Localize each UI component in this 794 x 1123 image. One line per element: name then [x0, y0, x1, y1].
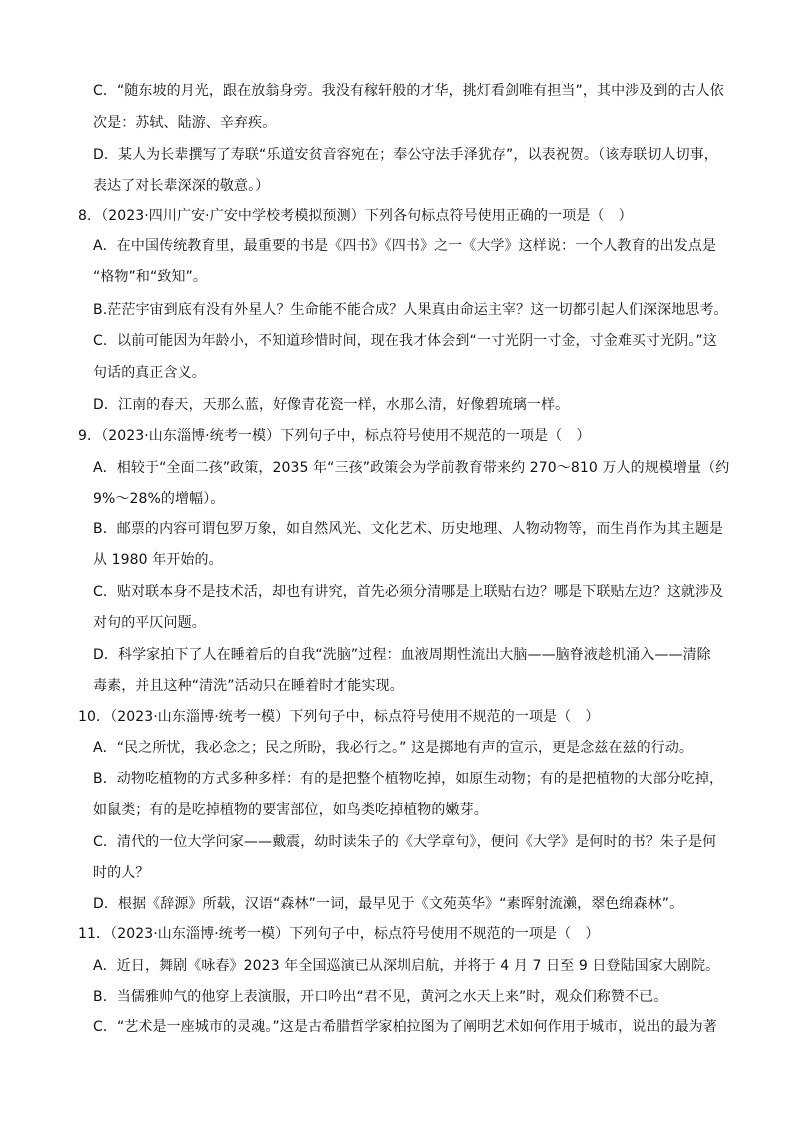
question-9-option-b-line2: 从 1980 年开始的。: [93, 552, 223, 568]
question-8-option-a-line2: “格物”和“致知”。: [93, 269, 208, 285]
prev-option-c-line1: C．“随东坡的月光，跟在放翁身旁。我没有稼轩般的才华，挑灯看剑唯有担当”，其中涉及到的古人依: [93, 83, 724, 99]
question-10-option-b-line2: 如鼠类；有的是吃掉植物的要害部位，如鸟类吃掉植物的嫩芽。: [93, 802, 488, 818]
question-11-stem: 11．（2023·山东淄博·统考一模）下列句子中，标点符号使用不规范的一项是（ ）: [78, 926, 600, 942]
question-10-option-d-line1: D．根据《辞源》所载，汉语“森林”一词，最早见于《文苑英华》“素晖射流濑，翠色绵森林”。: [93, 896, 684, 912]
question-8-option-c-line1: C．以前可能因为年龄小，不知道珍惜时间，现在我才体会到“一寸光阴一寸金，寸金难买寸光阴。”这: [93, 333, 717, 349]
question-9-option-c-line2: 对句的平仄问题。: [93, 615, 206, 631]
question-8-option-c-line2: 句话的真正含义。: [93, 365, 206, 381]
question-10-option-c-line1: C．清代的一位大学问家——戴震，幼时读朱子的《大学章句》，便问《大学》是何时的书？朱子是何: [93, 834, 717, 850]
question-10-option-b-line1: B．动物吃植物的方式多种多样：有的是把整个植物吃掉，如原生动物；有的是把植物的大部分吃掉，: [93, 771, 724, 787]
prev-option-d-line2: 表达了对长辈深深的敬意。）: [93, 178, 270, 194]
question-9-option-b-line1: B．邮票的内容可谓包罗万象，如自然风光、文化艺术、历史地理、人物动物等，而生肖作为其主题是: [93, 521, 724, 537]
question-8-option-d-line1: D．江南的春天，天那么蓝，好像青花瓷一样，水那么清，好像碧琉璃一样。: [93, 397, 570, 413]
question-9-option-c-line1: C．贴对联本身不是技术活，却也有讲究，首先必须分清哪是上联贴右边？哪是下联贴左边？这就涉及: [93, 584, 724, 600]
question-9-option-d-line2: 毒素，并且这种“清洗”活动只在睡着时才能实现。: [93, 678, 404, 694]
question-10-option-a-line1: A．“民之所忧，我必念之；民之所盼，我必行之。” 这是掷地有声的宣示，更是念兹在兹的行动。: [93, 740, 694, 756]
question-8-stem: 8．（2023·四川广安·广安中学校考模拟预测）下列各句标点符号使用正确的一项是（ ）: [78, 208, 633, 224]
question-9-option-a-line1: A．相较于“全面二孩”政策，2035 年“三孩”政策会为学前教育带来约 270～810 万人的规模增量（约: [93, 460, 730, 476]
prev-option-c-line2: 次是：苏轼、陆游、辛弃疾。: [93, 115, 277, 131]
question-9-option-a-line2: 9%～28%的增幅）。: [93, 491, 225, 507]
question-9-stem: 9．（2023·山东淄博·统考一模）下列句子中，标点符号使用不规范的一项是（ ）: [78, 428, 591, 444]
prev-option-d-line1: D．某人为长辈撰写了寿联“乐道安贫音容宛在；奉公守法手泽犹存”，以表祝贺。（该寿联切人切事，: [93, 147, 718, 163]
question-10-option-c-line2: 时的人？: [93, 865, 150, 881]
question-8-option-a-line1: A．在中国传统教育里，最重要的书是《四书》《四书》之一《大学》这样说：一个人教育的出发点是: [93, 238, 717, 254]
question-8-option-b-line1: B.茫茫宇宙到底有没有外星人？生命能不能合成？人果真由命运主宰？这一切都引起人们深深地思考。: [93, 302, 728, 318]
question-11-option-c-line1: C．“艺术是一座城市的灵魂。”这是古希腊哲学家柏拉图为了阐明艺术如何作用于城市，说出的最为著: [93, 1019, 717, 1035]
question-10-stem: 10．（2023·山东淄博·统考一模）下列句子中，标点符号使用不规范的一项是（ ）: [78, 709, 600, 725]
question-11-option-a-line1: A．近日，舞剧《咏春》2023 年全国巡演已从深圳启航，并将于 4 月 7 日至 9 日登陆国家大剧院。: [93, 958, 720, 974]
question-9-option-d-line1: D．科学家拍下了人在睡着后的自我“洗脑”过程：血液周期性流出大脑——脑脊液趁机涌入——清除: [93, 647, 711, 663]
question-11-option-b-line1: B．当儒雅帅气的他穿上表演服，开口吟出“君不见，黄河之水天上来”时，观众们称赞不已。: [93, 989, 668, 1005]
